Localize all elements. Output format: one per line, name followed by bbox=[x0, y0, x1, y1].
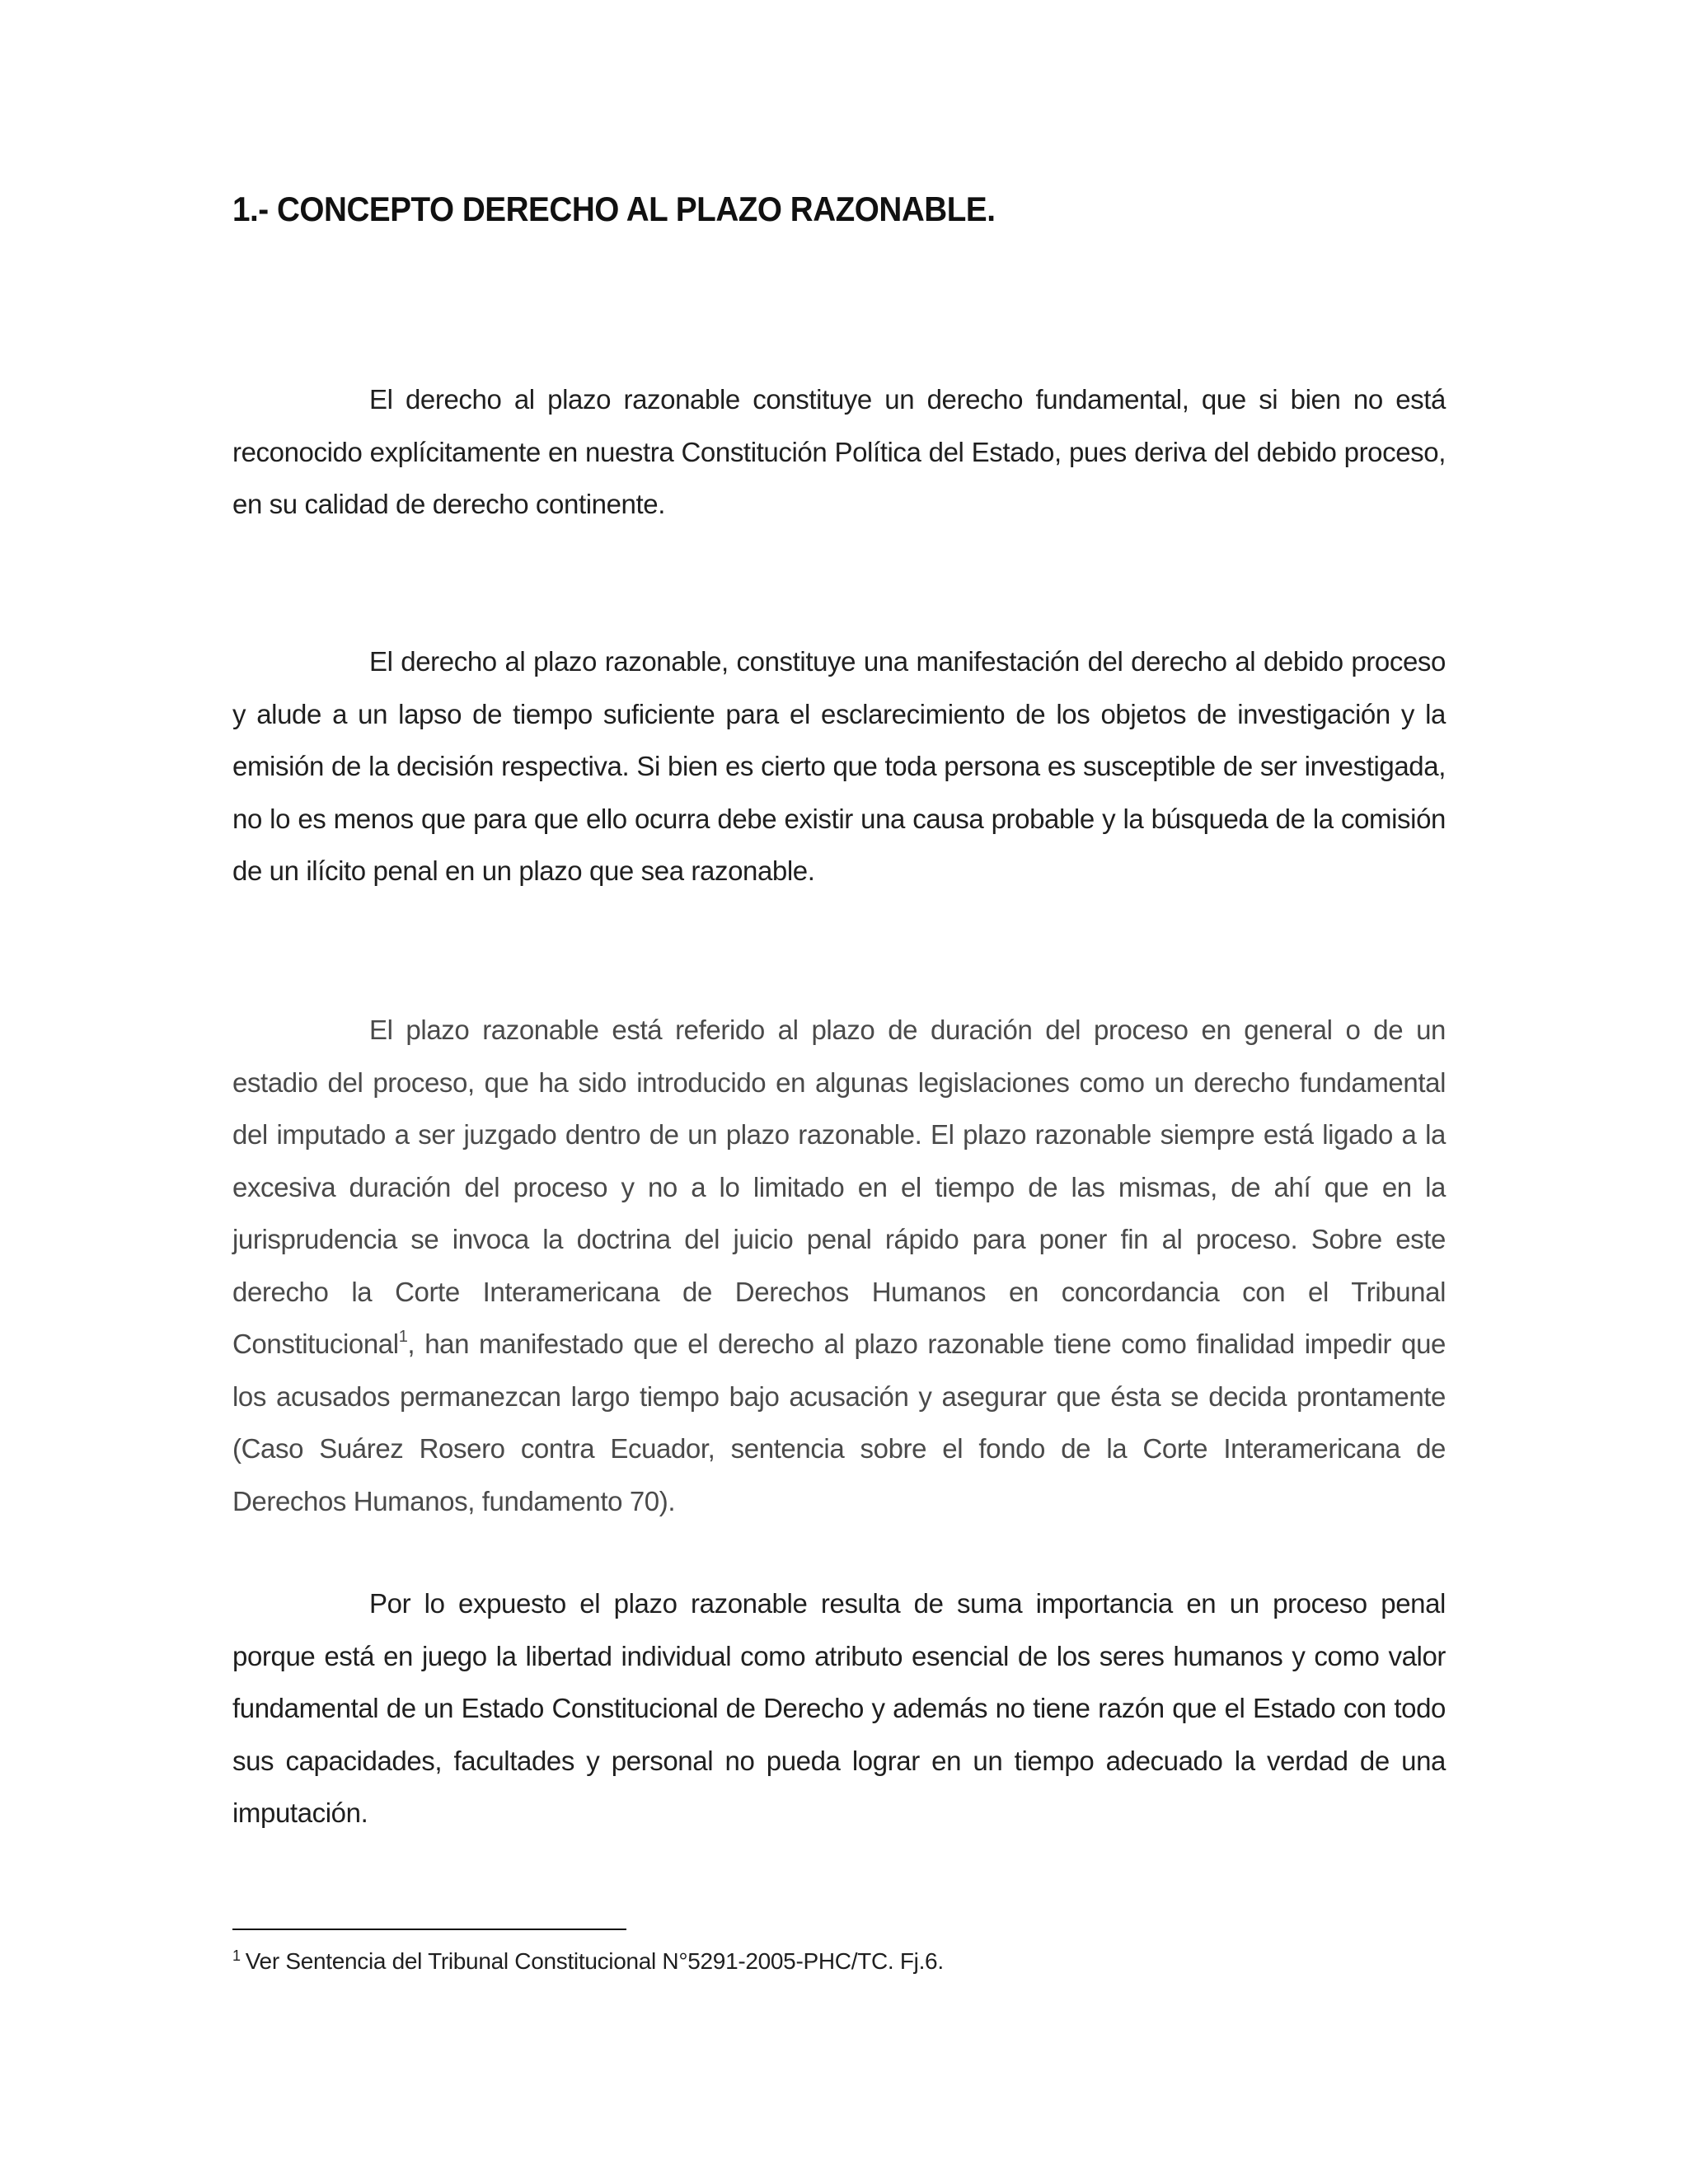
paragraph-3-text-after-footnote: , han manifestado que el derecho al plazo razonable tiene como finalidad impedir que los acusados permanezcan largo tiempo bajo acusación y asegurar que ésta se decida prontamente (Caso Suárez Rosero contra Ecuador, sentencia sobre el fondo de la Corte Interamericana de Derechos Humanos, fundamento 70). bbox=[232, 1329, 1446, 1516]
paragraph-3-text-before-footnote: El plazo razonable está referido al plazo de duración del proceso en general o de un estadio del proceso, que ha sido introducido en algunas legislaciones como un derecho fundamental del imputado a ser juzgado dentro de un plazo razonable. El plazo razonable siempre está ligado a la excesiva duración del proceso y no a lo limitado en el tiempo de las mismas, de ahí que en la jurisprudencia se invoca la doctrina del juicio penal rápido para poner fin al proceso. Sobre este derecho la Corte Interamericana de Derechos Humanos en concordancia con el Tribunal Constitucional bbox=[232, 1015, 1446, 1359]
paragraph-2: El derecho al plazo razonable, constituye una manifestación del derecho al debido proceso y alude a un lapso de tiempo suficiente para el esclarecimiento de los objetos de investigación y la emisión de la decisión respectiva. Si bien es cierto que toda persona es susceptible de ser investigada, no lo es menos que para que ello ocurra debe existir una causa probable y la búsqueda de la comisión de un ilícito penal en un plazo que sea razonable. bbox=[232, 646, 1446, 886]
section-heading: 1.- CONCEPTO DERECHO AL PLAZO RAZONABLE. bbox=[232, 190, 996, 228]
footnote-text: Ver Sentencia del Tribunal Constitucional N°5291-2005-PHC/TC. Fj.6. bbox=[245, 1948, 944, 1974]
footnote-mark: 1 bbox=[232, 1947, 241, 1964]
paragraph-1: El derecho al plazo razonable constituye un derecho fundamental, que si bien no está reconocido explícitamente en nuestra Constitución Política del Estado, pues deriva del debido proceso, en su calidad de derecho continente. bbox=[232, 384, 1446, 519]
footnote bbox=[232, 1945, 944, 1978]
footnote-separator bbox=[232, 1929, 626, 1930]
footnote-reference[interactable]: 1 bbox=[398, 1328, 408, 1346]
paragraph-4: Por lo expuesto el plazo razonable resulta de suma importancia en un proceso penal porque está en juego la libertad individual como atributo esencial de los seres humanos y como valor fundamental de un Estado Constitucional de Derecho y además no tiene razón que el Estado con todo sus capacidades, facultades y personal no pueda lograr en un tiempo adecuado la verdad de una imputación. bbox=[232, 1588, 1446, 1828]
paragraph-3 bbox=[232, 1004, 1446, 1527]
